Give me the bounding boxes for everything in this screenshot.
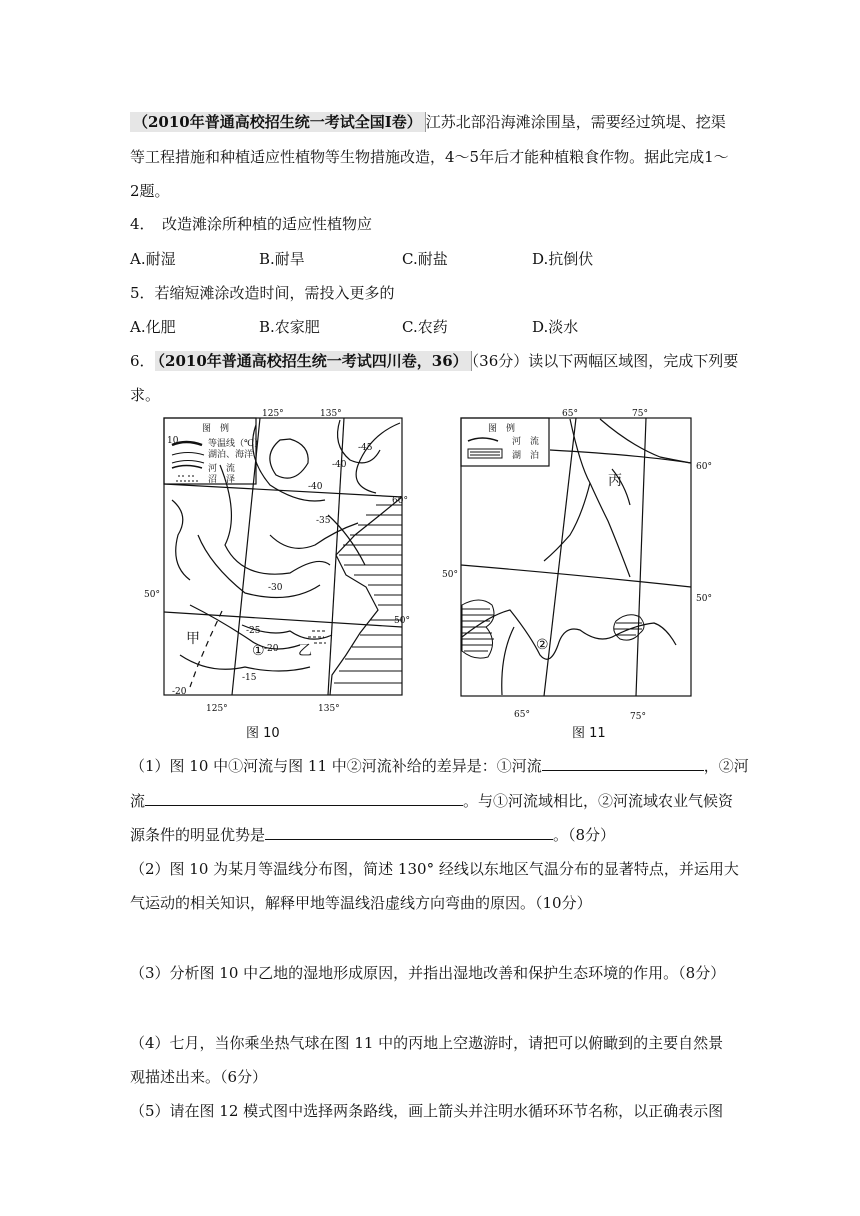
place-yi: 乙 [298, 643, 312, 659]
q6-source-tag: （2010年普通高校招生统一考试四川卷，36） [155, 351, 472, 371]
fig10-lat-60: 60° [392, 496, 408, 506]
sub2-line-1: （2）图 10 为某月等温线分布图，简述 130° 经线以东地区气温分布的显著特点，并运用大 [130, 860, 739, 878]
place-jia: 甲 [186, 631, 200, 647]
sub1-blank-2[interactable] [145, 791, 463, 806]
sub1-blank-1[interactable] [542, 756, 704, 771]
q6-number: 6． [130, 352, 155, 370]
fig11-lon-top-1: 65° [562, 409, 578, 419]
sub4-line-2: 观描述出来。（6分） [130, 1068, 268, 1086]
q5-option-c: C.农药 [402, 318, 448, 336]
fig10-iso-label-1: -45 [358, 443, 373, 453]
q5-option-a: A.化肥 [130, 318, 176, 336]
fig10-iso-label-2: -40 [332, 460, 347, 470]
fig10-legend-lake: 湖泊、海洋 [208, 450, 254, 460]
fig10-legend-title: 图 例 [202, 424, 230, 434]
fig10-legend-isotherm-num: 10 [167, 436, 179, 446]
intro-line-3: 2题。 [130, 182, 170, 200]
q6-line-1 [130, 350, 738, 371]
fig11-legend-lake: 湖 泊 [512, 451, 540, 461]
sub4-line-1: （4）七月，当你乘坐热气球在图 11 中的丙地上空遨游时，请把可以俯瞰到的主要自然景 [130, 1034, 724, 1052]
intro-text: 江苏北部沿海滩涂围垦，需要经过筑堤、挖渠 [425, 113, 726, 131]
sub1-blank-3[interactable] [265, 825, 553, 840]
fig10-lon-top-2: 135° [320, 409, 342, 419]
sub1-text-2: ，②河 [703, 757, 749, 775]
q4-stem: 4． 改造滩涂所种植的适应性植物应 [130, 215, 373, 233]
fig10-iso-label-6: -25 [246, 626, 261, 636]
fig10-legend-isotherm: 等温线（℃） [208, 439, 264, 449]
fig10-lon-bottom-1: 125° [206, 704, 228, 714]
fig10-iso-label-5: -30 [268, 583, 283, 593]
fig11-lon-bottom-1: 65° [514, 710, 530, 720]
q4-option-a: A.耐湿 [130, 250, 176, 268]
source-tag: （2010年普通高校招生统一考试全国Ⅰ卷） [130, 112, 426, 132]
fig11-legend-title: 图 例 [488, 424, 516, 434]
fig10-lat-50-right: 50° [394, 616, 410, 626]
fig11-lon-top-2: 75° [632, 409, 648, 419]
q5-stem: 5．若缩短滩涂改造时间，需投入更多的 [130, 284, 395, 302]
q6-text: （36分）读以下两幅区域图，完成下列要 [471, 352, 739, 370]
sub1-text-5: 源条件的明显优势是 [130, 826, 266, 844]
figure-10-map [144, 405, 420, 725]
sub1-line-3 [130, 824, 615, 845]
sub5-line-1: （5）请在图 12 模式图中选择两条路线，画上箭头并注明水循环环节名称，以正确表示图 [130, 1102, 724, 1120]
fig10-lat-50-left: 50° [144, 590, 160, 600]
intro-line-1 [130, 111, 726, 132]
sub1-line-2 [130, 790, 733, 811]
fig10-iso-label-8: -15 [242, 673, 257, 683]
intro-line-2: 等工程措施和种植适应性植物等生物措施改造，4～5年后才能种植粮食作物。据此完成1～ [130, 148, 729, 166]
figure-11-caption: 图 11 [572, 726, 606, 741]
q4-option-d: D.抗倒伏 [532, 250, 594, 268]
fig11-lon-bottom-2: 75° [630, 712, 646, 722]
fig10-iso-label-7: -20 [264, 644, 279, 654]
fig10-lon-top-1: 125° [262, 409, 284, 419]
place-bing: 丙 [608, 473, 622, 489]
sub1-text-1: （1）图 10 中①河流与图 11 中②河流补给的差异是：①河流 [130, 757, 542, 775]
q5-option-b: B.农家肥 [259, 318, 320, 336]
sub1-line-1 [130, 755, 749, 776]
figure-10-caption: 图 10 [246, 726, 280, 741]
q5-option-d: D.淡水 [532, 318, 579, 336]
river-mark-1: ① [252, 643, 265, 659]
fig10-iso-label-4: -35 [316, 516, 331, 526]
q4-option-b: B.耐旱 [259, 250, 305, 268]
sub1-text-3: 流 [130, 792, 146, 810]
fig11-lat-50-left: 50° [442, 570, 458, 580]
fig10-legend-marsh: 沼 泽 [208, 475, 236, 485]
sub1-text-6: 。（8分） [553, 826, 616, 844]
sub3-line-1: （3）分析图 10 中乙地的湿地形成原因，并指出湿地改善和保护生态环境的作用。（8分） [130, 964, 726, 982]
fig10-lon-bottom-2: 135° [318, 704, 340, 714]
figure-11-map [440, 405, 720, 725]
fig11-lat-60: 60° [696, 462, 712, 472]
q6-line-2: 求。 [130, 386, 161, 404]
fig10-iso-label-3: -40 [308, 482, 323, 492]
fig11-lat-50-right: 50° [696, 594, 712, 604]
sub2-line-2: 气运动的相关知识，解释甲地等温线沿虚线方向弯曲的原因。（10分） [130, 894, 592, 912]
fig10-legend-river: 河 流 [208, 464, 236, 474]
fig10-iso-label-9: -20 [172, 687, 187, 697]
river-mark-2: ② [536, 637, 549, 653]
sub1-text-4: 。与①河流域相比，②河流域农业气候资 [463, 792, 734, 810]
q4-option-c: C.耐盐 [402, 250, 448, 268]
fig11-legend-river: 河 流 [512, 437, 540, 447]
